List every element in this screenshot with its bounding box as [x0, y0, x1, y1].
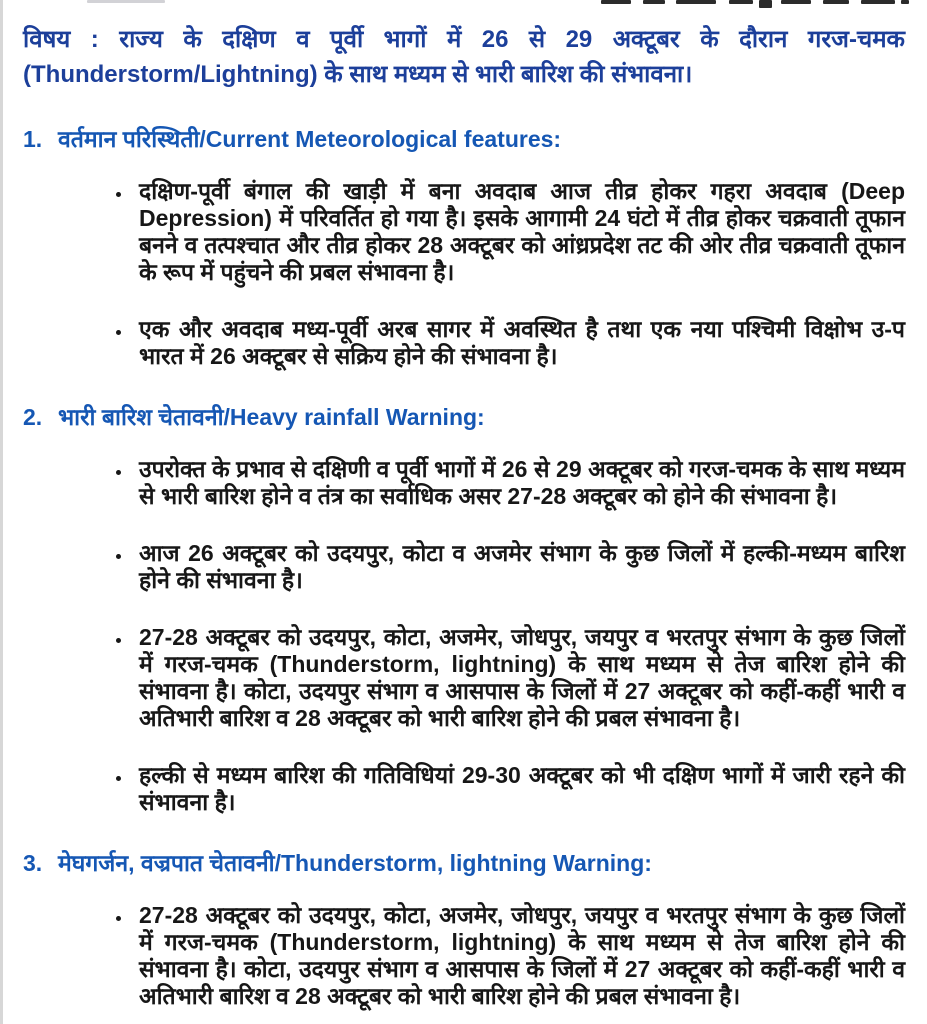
section-number: 1.	[23, 126, 43, 152]
bullet-item: • दक्षिण-पूर्वी बंगाल की खाड़ी में बना अवदाब आज तीव्र होकर गहरा अवदाब (Deep Depression) में परिवर्तित हो गया है। इसके आगामी 24 घंटो में तीव्र होकर चक्रवाती तूफान बनने व तत्पश्चात और तीव्र होकर 28 अक्टूबर को आंध्रप्रदेश तट की ओर तीव्र चक्रवाती तूफान के रूप में पहुंचने की प्रबल संभावना है।	[133, 178, 905, 286]
bullet-item: • 27-28 अक्टूबर को उदयपुर, कोटा, अजमेर, जोधपुर, जयपुर व भरतपुर संभाग के कुछ जिलों में गरज-चमक (Thunderstorm, lightning) के साथ मध्यम से तेज बारिश होने की संभावना है। कोटा, उदयपुर संभाग व आसपास के जिलों में 27 अक्टूबर को कहीं-कहीं भारी व अतिभारी बारिश व 28 अक्टूबर को भारी बारिश होने की प्रबल संभावना है।	[133, 624, 905, 732]
section-number: 2.	[23, 404, 43, 430]
bullet-list	[23, 178, 905, 370]
scan-artifact	[643, 0, 665, 4]
bullet-item: • एक और अवदाब मध्य-पूर्वी अरब सागर में अवस्थित है तथा एक नया पश्चिमी विक्षोभ उ-प भारत में 26 अक्टूबर से सक्रिय होने की संभावना है।	[133, 316, 905, 370]
section-heading	[23, 402, 905, 432]
bullet-item: • आज 26 अक्टूबर को उदयपुर, कोटा व अजमेर संभाग के कुछ जिलों में हल्की-मध्यम बारिश होने की संभावना है।	[133, 540, 905, 594]
section-title: वर्तमान परिस्थिती/Current Meteorological features:	[58, 126, 562, 152]
section-title: भारी बारिश चेतावनी/Heavy rainfall Warning:	[58, 404, 485, 430]
section-current-features	[23, 124, 905, 370]
scan-artifact	[87, 0, 165, 3]
bullet-list	[23, 456, 905, 816]
bullet-item: • 27-28 अक्टूबर को उदयपुर, कोटा, अजमेर, जोधपुर, जयपुर व भरतपुर संभाग के कुछ जिलों में गरज-चमक (Thunderstorm, lightning) के साथ मध्यम से तेज बारिश होने की संभावना है। कोटा, उदयपुर संभाग व आसपास के जिलों में 27 अक्टूबर को कहीं-कहीं भारी व अतिभारी बारिश व 28 अक्टूबर को भारी बारिश होने की प्रबल संभावना है।	[133, 902, 905, 1010]
scan-artifact	[759, 0, 772, 8]
section-heavy-rainfall-warning	[23, 402, 905, 816]
scan-artifact	[729, 0, 753, 4]
section-heading	[23, 124, 905, 154]
section-number: 3.	[23, 850, 43, 876]
scan-artifact	[781, 0, 811, 4]
bullet-item: • उपरोक्त के प्रभाव से दक्षिणी व पूर्वी भागों में 26 से 29 अक्टूबर को गरज-चमक के साथ मध्यम से भारी बारिश होने व तंत्र का सर्वाधिक असर 27-28 अक्टूबर को होने की संभावना है।	[133, 456, 905, 510]
section-heading	[23, 848, 905, 878]
scan-artifact	[676, 0, 716, 4]
scan-artifact	[601, 0, 631, 4]
section-title: मेघगर्जन, वज्रपात चेतावनी/Thunderstorm, lightning Warning:	[58, 850, 652, 876]
bullet-list	[23, 902, 905, 1010]
subject-line: विषय : राज्य के दक्षिण व पूर्वी भागों में 26 से 29 अक्टूबर के दौरान गरज-चमक (Thunderstorm/Lightning) के साथ मध्यम से भारी बारिश की संभावना।	[23, 26, 905, 88]
section-thunderstorm-lightning-warning	[23, 848, 905, 1010]
scan-artifact	[823, 0, 849, 4]
scan-artifact	[901, 0, 909, 4]
scan-artifact	[861, 0, 895, 4]
bullet-item: • हल्की से मध्यम बारिश की गतिविधियां 29-30 अक्टूबर को भी दक्षिण भागों में जारी रहने की संभावना है।	[133, 762, 905, 816]
